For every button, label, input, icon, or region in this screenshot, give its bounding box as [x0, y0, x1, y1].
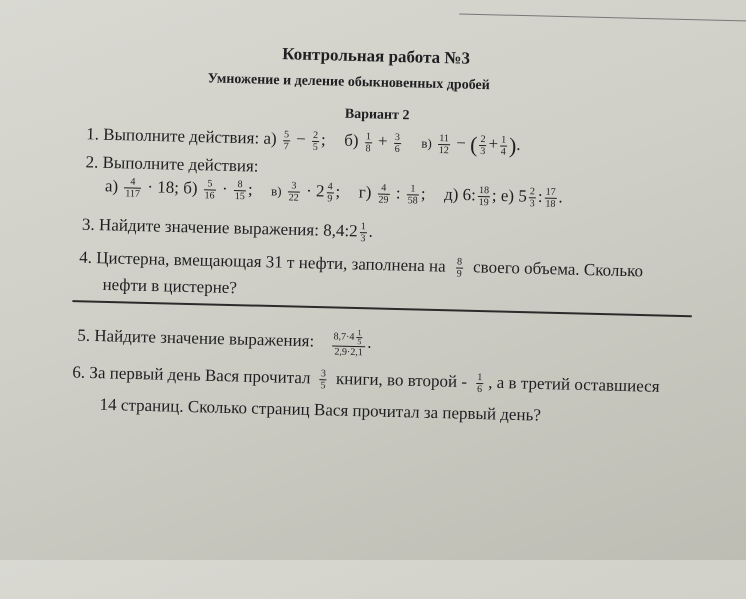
separator: .: [516, 134, 521, 154]
fraction: $\frac{4}{9}$: [327, 181, 333, 205]
operator: +: [488, 134, 499, 154]
fraction: $\frac{2}{5}$: [312, 129, 319, 153]
separator: ;: [320, 130, 326, 150]
fraction: $\frac{1}{3}$: [360, 221, 366, 245]
operator: :: [395, 183, 401, 203]
task-2a-rest: · 18;: [147, 177, 180, 198]
variant-label: Вариант 2: [344, 106, 410, 124]
operator: −: [456, 133, 467, 153]
separator: ;: [420, 184, 426, 204]
operator: −: [295, 129, 306, 149]
operator: +: [377, 131, 388, 151]
fraction: $\frac{11}{12}$: [438, 132, 450, 156]
top-rule: [459, 13, 746, 21]
task-3: [82, 214, 373, 244]
fraction: $\frac{8}{15}$: [234, 179, 245, 203]
fraction: $\frac{3}{6}$: [394, 131, 401, 155]
task-1b-label: б): [343, 130, 359, 150]
task-1a-label: а): [263, 128, 277, 148]
task-2-label: 2. Выполните действия:: [85, 152, 259, 176]
task-3-label: 3. Найдите значение выражения:: [81, 214, 320, 240]
fraction: $\frac{5}{7}$: [283, 128, 290, 152]
section-divider: [72, 300, 692, 317]
task-1-label: 1. Выполните действия:: [86, 124, 260, 148]
separator: ;: [335, 181, 341, 202]
fraction: $\frac{1}{6}$: [476, 372, 483, 396]
task-5-label: 5. Найдите значение выражения:: [77, 325, 315, 351]
denominator: 2,9·2,1: [334, 346, 363, 359]
whole-part: 2: [315, 181, 325, 201]
task-5: [77, 322, 372, 358]
task-2b-label: б): [183, 178, 198, 198]
complex-fraction: 8,7·4 $\frac{1}{5}$ 2,9·2,1: [332, 328, 366, 358]
page-subtitle: Умножение и деление обыкновенных дробей: [207, 71, 490, 94]
task-6-line-2: 14 страниц. Сколько страниц Вася прочитал за первый день?: [99, 394, 542, 425]
task-6-text: 6. За первый день Вася прочитал: [72, 362, 311, 388]
operator: ·: [221, 179, 228, 199]
fraction: $\frac{1}{4}$: [500, 134, 507, 158]
task-4-line-2: нефти в цистерне?: [102, 274, 238, 298]
page-title: Контрольная работа №3: [282, 44, 471, 68]
task-2f-label: е): [500, 185, 515, 206]
task-2e-label: д): [443, 184, 459, 204]
paren-close: ): [508, 132, 517, 158]
separator: .: [368, 221, 374, 241]
fraction: $\frac{2}{3}$: [529, 186, 536, 210]
task-2c-label: в): [270, 183, 282, 199]
task-3-expression: 8,4:2: [322, 220, 358, 241]
whole-part: 5: [518, 186, 528, 206]
fraction: $\frac{8}{9}$: [456, 256, 463, 280]
task-2-items: [105, 176, 563, 210]
operator: ·: [305, 181, 313, 201]
fraction: $\frac{4}{29}$: [378, 182, 389, 206]
task-4-text: 4. Цистерна, вмещающая 31 т нефти, заполнена на: [79, 247, 446, 276]
separator: ;: [247, 179, 253, 199]
task-2d-label: г): [358, 182, 372, 202]
separator: ;: [491, 185, 497, 205]
task-4-text-end: своего объема. Сколько: [472, 257, 644, 281]
fraction: $\frac{4}{117}$: [125, 176, 141, 200]
task-2a-label: а): [104, 176, 119, 196]
fraction: $\frac{3}{22}$: [288, 180, 299, 204]
task-6-line-1: [72, 362, 660, 399]
fraction: $\frac{3}{5}$: [320, 368, 327, 392]
operator: :: [537, 186, 543, 206]
fraction: $\frac{5}{16}$: [204, 178, 215, 202]
task-6-text-mid: книги, во второй -: [335, 368, 468, 392]
fraction: $\frac{1}{58}$: [407, 183, 418, 207]
task-1c-label: в): [421, 135, 432, 151]
fraction: $\frac{18}{19}$: [478, 185, 490, 209]
separator: .: [367, 332, 372, 352]
numerator: 8,7·4: [333, 331, 355, 343]
task-2e-pre: 6:: [462, 185, 477, 205]
fraction: $\frac{1}{8}$: [365, 130, 372, 154]
separator: .: [558, 187, 564, 207]
fraction: $\frac{17}{18}$: [545, 186, 556, 210]
task-6-text-end: , а в третий оставшиеся: [488, 372, 660, 396]
fraction: $\frac{2}{3}$: [480, 133, 486, 157]
paren-open: (: [469, 131, 478, 157]
